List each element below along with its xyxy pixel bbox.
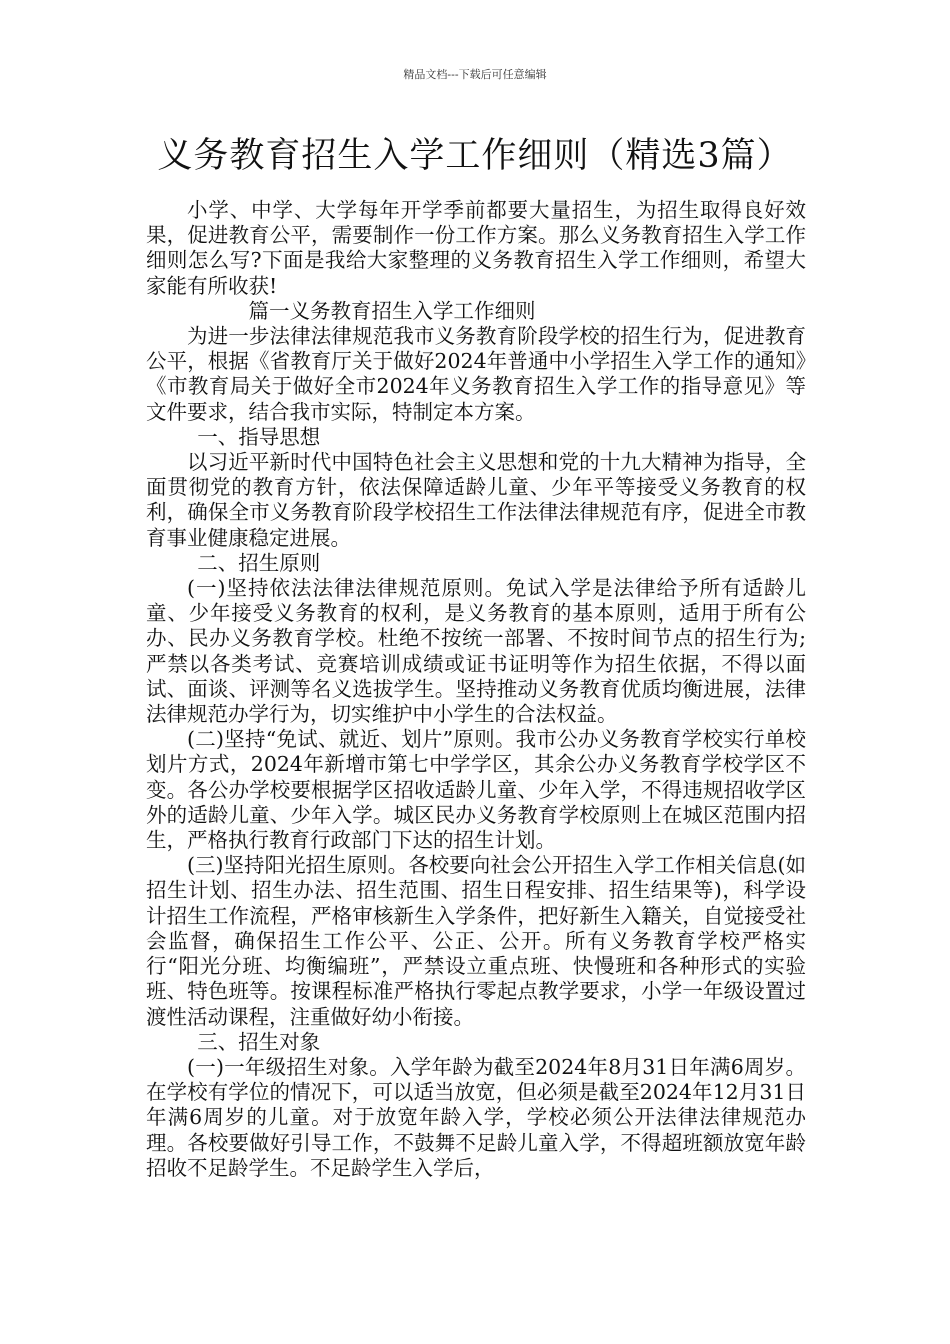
body-paragraph: (一)坚持依法法律法律规范原则。免试入学是法律给予所有适龄儿童、少年接受义务教育的权利，是义务教育的基本原则，适用于所有公办、民办义务教育学校。杜绝不按统一部署、不按时间节点的招生行为;严禁以各类考试、竞赛培训成绩或证书证明等作为招生依据，不得以面试、面谈、评测等名义选拔学生。坚持推动义务教育优质均衡进展，法律法律规范办学行为，切实维护中小学生的合法权益。 (146, 576, 806, 727)
intro-paragraph: 小学、中学、大学每年开学季前都要大量招生，为招生取得良好效果，促进教育公平，需要制作一份工作方案。那么义务教育招生入学工作细则怎么写?下面是我给大家整理的义务教育招生入学工作细则，希望大家能有所收获! (146, 198, 806, 298)
chapter-heading: 篇一义务教育招生入学工作细则 (248, 298, 536, 323)
body-paragraph: (一)一年级招生对象。入学年龄为截至2024年8月31日年满6周岁。在学校有学位的情况下，可以适当放宽，但必须是截至2024年12月31日年满6周岁的儿童。对于放宽年龄入学，学校必须公开法律法律规范办理。各校要做好引导工作，不鼓舞不足龄儿童入学，不得超班额放宽年龄招收不足龄学生。不足龄学生入学后， (146, 1054, 806, 1180)
document-body (146, 198, 806, 1181)
body-paragraph: 为进一步法律法律规范我市义务教育阶段学校的招生行为，促进教育公平，根据《省教育厅关于做好2024年普通中小学招生入学工作的通知》《市教育局关于做好全市2024年义务教育招生入学工作的指导意见》等文件要求，结合我市实际，特制定本方案。 (146, 324, 806, 424)
header-note: 精品文档---下载后可任意编辑 (403, 68, 547, 81)
section-heading: 二、招生原则 (197, 550, 321, 575)
body-paragraph: (二)坚持“免试、就近、划片”原则。我市公办义务教育学校实行单校划片方式，2024年新增市第七中学学区，其余公办义务教育学校学区不变。各公办学校要根据学区招收适龄儿童、少年入学，不得违规招收学区外的适龄儿童、少年入学。城区民办义务教育学校原则上在城区范围内招生，严格执行教育行政部门下达的招生计划。 (146, 727, 806, 853)
body-paragraph: (三)坚持阳光招生原则。各校要向社会公开招生入学工作相关信息(如招生计划、招生办法、招生范围、招生日程安排、招生结果等)，科学设计招生工作流程，严格审核新生入学条件，把好新生入籍关，自觉接受社会监督，确保招生工作公平、公正、公开。所有义务教育学校严格实行“阳光分班、均衡编班”，严禁设立重点班、快慢班和各种形式的实验班、特色班等。按课程标准严格执行零起点教学要求，小学一年级设置过渡性活动课程，注重做好幼小衔接。 (146, 853, 806, 1029)
section-heading: 三、招生对象 (197, 1029, 321, 1054)
body-paragraph: 以习近平新时代中国特色社会主义思想和党的十九大精神为指导，全面贯彻党的教育方针，依法保障适龄儿童、少年平等接受义务教育的权利，确保全市义务教育阶段学校招生工作法律法律规范有序，促进全市教育事业健康稳定进展。 (146, 450, 806, 550)
document-title: 义务教育招生入学工作细则（精选3篇） (157, 136, 793, 176)
section-heading: 一、指导思想 (197, 424, 321, 449)
